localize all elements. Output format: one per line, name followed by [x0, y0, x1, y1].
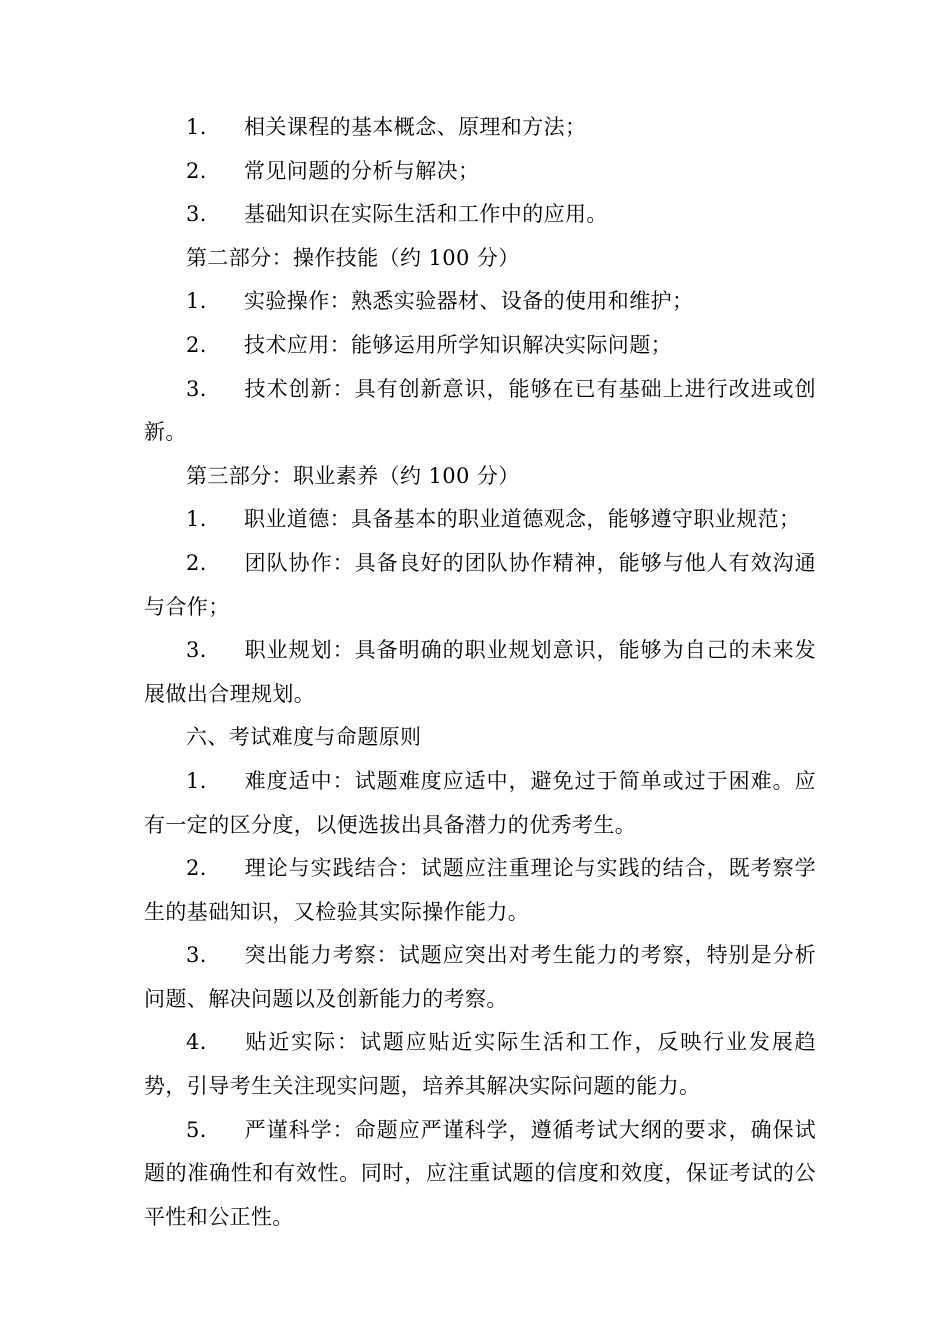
item-text: 职业规划：具备明确的职业规划意识，能够为自己的未来发展做出合理规划。 — [144, 638, 816, 706]
item-number: 3. — [186, 202, 207, 227]
document-body — [144, 106, 816, 1239]
list-item — [144, 629, 816, 716]
list-item — [144, 280, 816, 324]
list-item — [144, 106, 816, 150]
list-item — [144, 368, 816, 455]
item-number: 1. — [186, 768, 207, 793]
list-item — [144, 193, 816, 237]
item-number: 3. — [186, 638, 207, 663]
list-item — [144, 150, 816, 194]
section-heading-text: 第二部分：操作技能（约 100 分） — [186, 245, 520, 270]
item-number: 3. — [186, 376, 207, 401]
item-number: 3. — [186, 943, 207, 968]
item-text: 突出能力考察：试题应突出对考生能力的考察，特别是分析问题、解决问题以及创新能力的考察。 — [144, 943, 816, 1011]
list-item — [144, 847, 816, 934]
item-text: 相关课程的基本概念、原理和方法； — [244, 115, 587, 139]
list-item — [144, 934, 816, 1021]
item-text: 团队协作：具备良好的团队协作精神，能够与他人有效沟通与合作； — [144, 550, 816, 619]
item-text: 职业道德：具备基本的职业道德观念，能够遵守职业规范； — [244, 507, 801, 532]
item-text: 基础知识在实际生活和工作中的应用。 — [244, 202, 608, 227]
list-item — [144, 760, 816, 847]
list-item — [144, 324, 816, 368]
section-heading-text: 第三部分：职业素养（约 100 分） — [186, 463, 520, 488]
section-heading — [144, 455, 816, 499]
item-number: 2. — [186, 550, 207, 575]
item-number: 5. — [186, 1117, 207, 1142]
item-text: 实验操作：熟悉实验器材、设备的使用和维护； — [244, 289, 694, 314]
item-number: 1. — [186, 115, 207, 139]
item-text: 严谨科学：命题应严谨科学，遵循考试大纲的要求，确保试题的准确性和有效性。同时，应注重试题的信度和效度，保证考试的公平性和公正性。 — [144, 1117, 816, 1229]
section-heading-text: 六、考试难度与命题原则 — [186, 725, 422, 750]
list-item — [144, 1109, 816, 1240]
item-number: 4. — [186, 1030, 207, 1055]
item-text: 技术应用：能够运用所学知识解决实际问题； — [244, 332, 672, 357]
item-text: 贴近实际：试题应贴近实际生活和工作，反映行业发展趋势，引导考生关注现实问题，培养其解决实际问题的能力。 — [144, 1030, 816, 1099]
list-item — [144, 498, 816, 542]
section-heading — [144, 237, 816, 281]
item-text: 理论与实践结合：试题应注重理论与实践的结合，既考察学生的基础知识，又检验其实际操作能力。 — [144, 856, 816, 924]
item-number: 1. — [186, 507, 207, 532]
item-text: 难度适中：试题难度应适中，避免过于简单或过于困难。应有一定的区分度，以便选拔出具备潜力的优秀考生。 — [144, 768, 816, 837]
section-heading — [144, 716, 816, 760]
item-number: 2. — [186, 332, 207, 357]
list-item — [144, 542, 816, 629]
item-number: 2. — [186, 856, 207, 881]
item-text: 常见问题的分析与解决； — [244, 158, 480, 183]
item-number: 2. — [186, 158, 207, 183]
list-item — [144, 1021, 816, 1108]
item-text: 技术创新：具有创新意识，能够在已有基础上进行改进或创新。 — [144, 376, 816, 445]
item-number: 1. — [186, 289, 207, 314]
